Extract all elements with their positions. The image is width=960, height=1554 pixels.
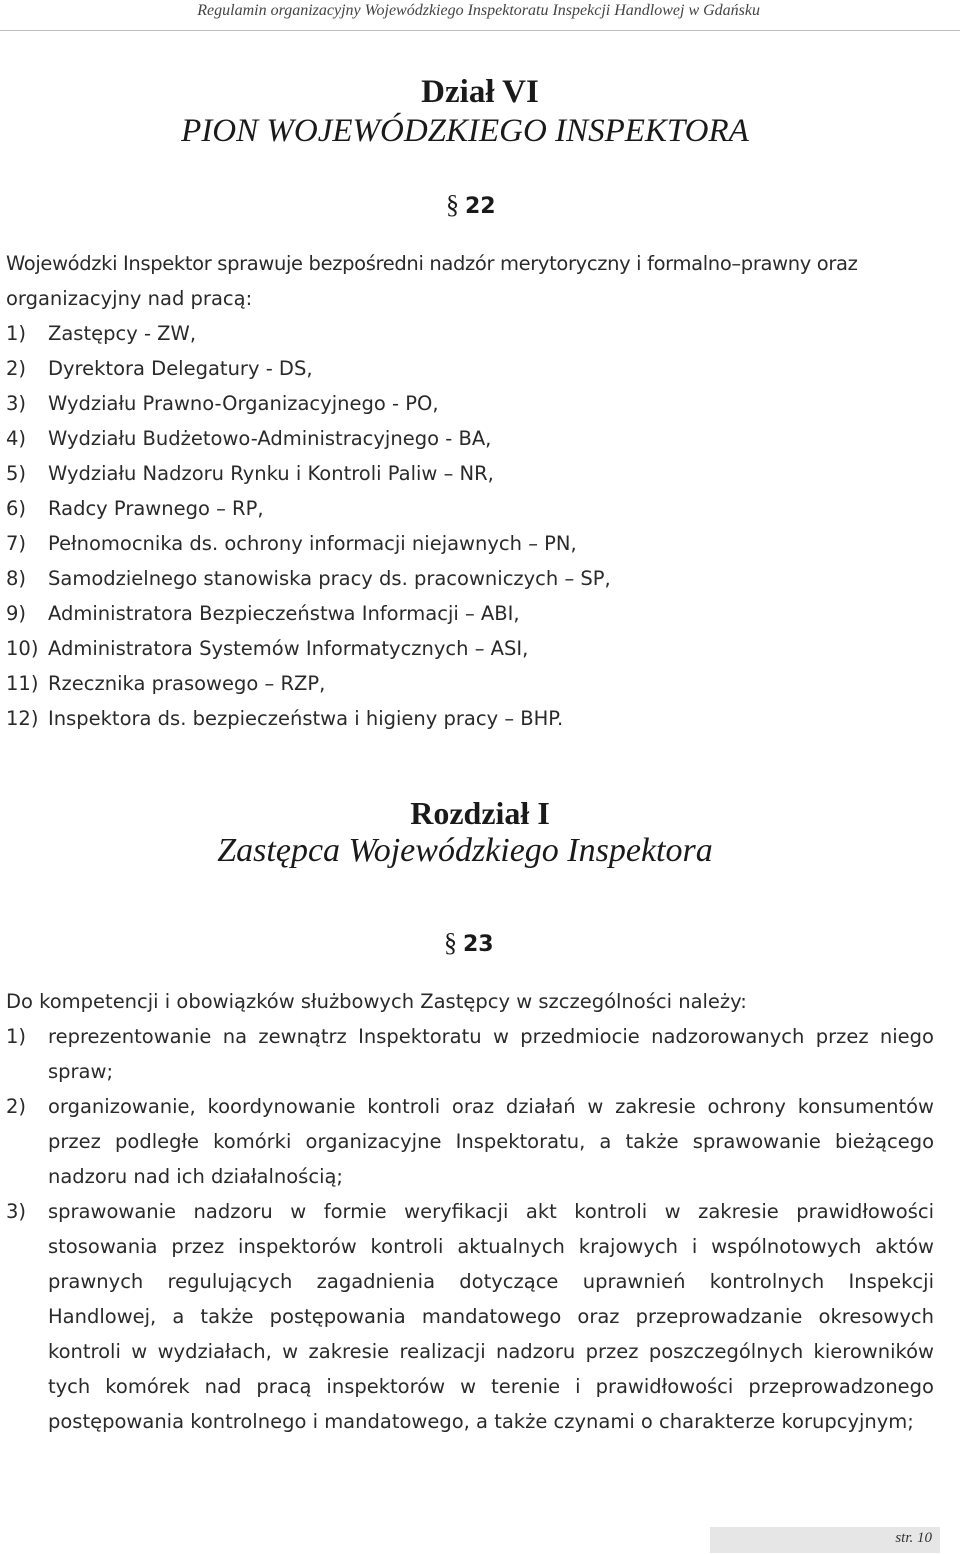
chapter-subtitle: Zastępca Wojewódzkiego Inspektora [217, 832, 713, 869]
page-footer [710, 1527, 940, 1553]
list-item: 9) Administratora Bezpieczeństwa Informacji – ABI, [6, 602, 520, 625]
par23-intro: Do kompetencji i obowiązków służbowych Zastępcy w szczególności należy: [6, 990, 747, 1013]
paragraph-mark-22 [446, 190, 496, 220]
list-item: 12) Inspektora ds. bezpieczeństwa i higieny pracy – BHP. [6, 707, 564, 730]
list-item: 1) Zastępcy - ZW, [6, 322, 197, 345]
list-item: 5) Wydziału Nadzoru Rynku i Kontroli Paliw – NR, [6, 462, 494, 485]
par22-intro-line1: Wojewódzki Inspektor sprawuje bezpośredni nadzór merytoryczny i formalno–prawny oraz [6, 252, 858, 275]
list-item: 1) reprezentowanie na zewnątrz Inspektoratu w przedmiocie nadzorowanych przez niego spraw; [6, 1025, 934, 1083]
chapter-title: Rozdział I [410, 795, 550, 831]
list-item: 6) Radcy Prawnego – RP, [6, 497, 264, 520]
list-item: 8) Samodzielnego stanowiska pracy ds. pracowniczych – SP, [6, 567, 611, 590]
list-item: 3) sprawowanie nadzoru w formie weryfikacji akt kontroli w zakresie prawidłowości stosowania przez inspektorów kontroli aktualnych krajowych i wspólnotowych aktów prawnych regulujących zagadnienia dotyczące uprawnień kontrolnych Inspekcji Handlowej, a także postępowania mandatowego oraz przeprowadzanie okresowych kontroli w wydziałach, w zakresie realizacji nadzoru przez poszczególnych kierowników tych komórek nad pracą inspektorów w terenie i prawidłowości przeprowadzonego postępowania kontrolnego i mandatowego, a także czynami o charakterze korupcyjnym; [6, 1200, 934, 1433]
list-item: 4) Wydziału Budżetowo-Administracyjnego - BA, [6, 427, 492, 450]
list-item: 3) Wydziału Prawno-Organizacyjnego - PO, [6, 392, 439, 415]
list-item: 2) organizowanie, koordynowanie kontroli oraz działań w zakresie ochrony konsumentów przez podległe komórki organizacyjne Inspektoratu, a także sprawowanie bieżącego nadzoru nad ich działalnością; [6, 1095, 934, 1188]
section-title: Dział VI [421, 74, 539, 110]
paragraph-number: 23 [463, 932, 494, 957]
header-divider [0, 0, 960, 31]
list-item: 2) Dyrektora Delegatury - DS, [6, 357, 313, 380]
par22-intro-line2: organizacyjny nad pracą: [6, 287, 253, 310]
list-item: 10) Administratora Systemów Informatycznych – ASI, [6, 637, 529, 660]
page-number: str. 10 [895, 1530, 932, 1546]
paragraph-symbol: § [446, 190, 459, 219]
section-subtitle: PION WOJEWÓDZKIEGO INSPEKTORA [181, 113, 749, 149]
paragraph-number: 22 [465, 194, 496, 219]
paragraph-mark-23 [444, 928, 494, 958]
list-item: 11) Rzecznika prasowego – RZP, [6, 672, 326, 695]
paragraph-symbol: § [444, 928, 457, 957]
running-header: Regulamin organizacyjny Wojewódzkiego Inspektoratu Inspekcji Handlowej w Gdańsku [197, 2, 760, 19]
list-item: 7) Pełnomocnika ds. ochrony informacji niejawnych – PN, [6, 532, 577, 555]
